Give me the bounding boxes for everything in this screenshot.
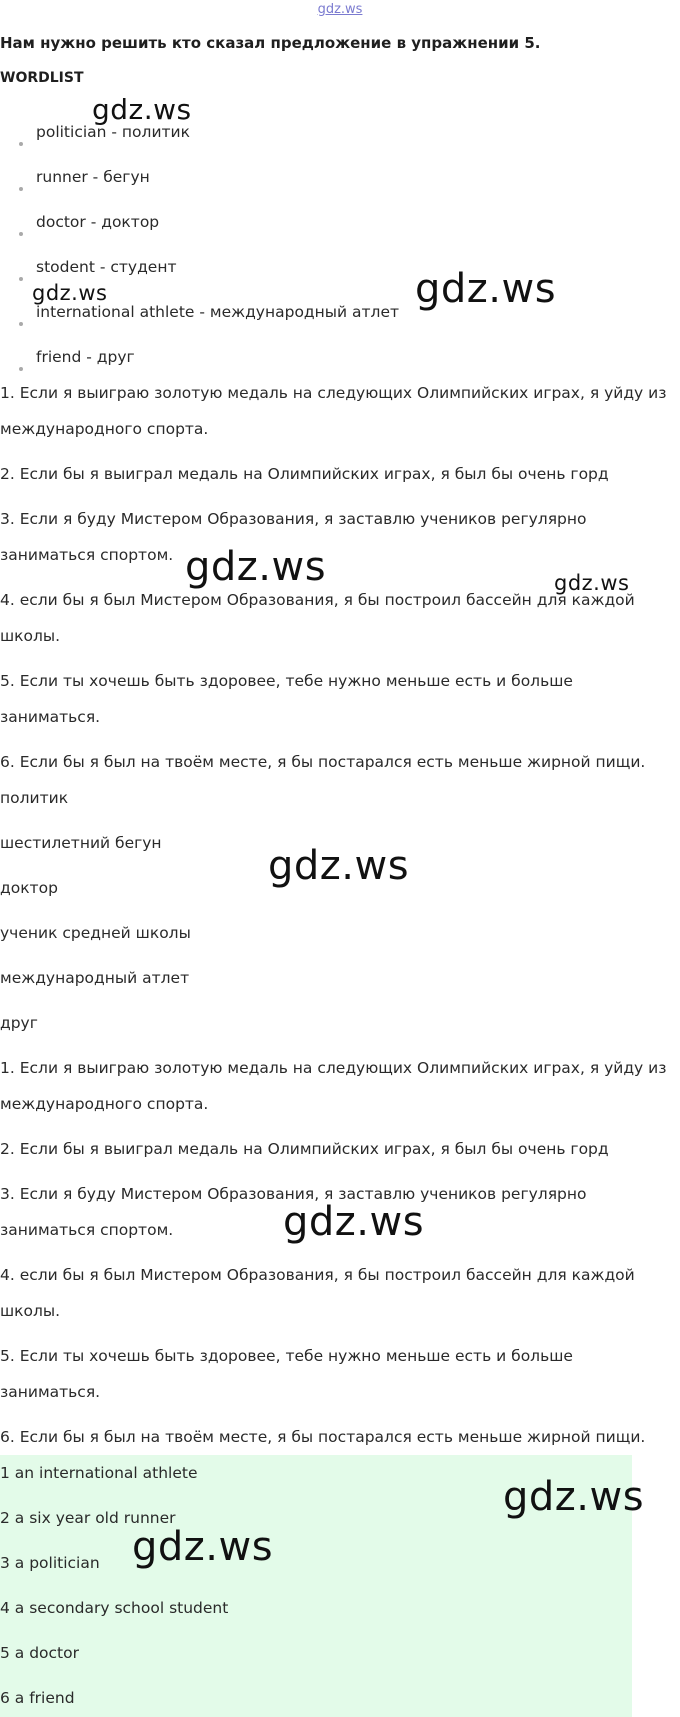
site-link[interactable]: gdz.ws [317, 2, 363, 17]
bullet-icon [19, 367, 23, 371]
role-item: международный атлет [0, 969, 190, 987]
bullet-icon [19, 187, 23, 191]
sentence-line: 5. Если ты хочешь быть здоровее, тебе нужно меньше есть и больше [0, 672, 573, 690]
sentence-line: 1. Если я выиграю золотую медаль на следующих Олимпийских играх, я уйду из [0, 1059, 667, 1077]
wordlist-item: international athlete - международный атлет [36, 303, 400, 321]
sentence-line: международного спорта. [0, 420, 209, 438]
bullet-icon [19, 322, 23, 326]
sentence-line: 5. Если ты хочешь быть здоровее, тебе нужно меньше есть и больше [0, 1347, 573, 1365]
sentence-line: школы. [0, 1302, 61, 1320]
sentence-line: 3. Если я буду Мистером Образования, я заставлю учеников регулярно [0, 510, 587, 528]
sentence-line: заниматься спортом. [0, 1221, 174, 1239]
sentence-line: заниматься. [0, 708, 101, 726]
answer-item: 2 a six year old runner [0, 1509, 176, 1527]
watermark: gdz.ws [132, 1524, 274, 1570]
sentence-line: 6. Если бы я был на твоём месте, я бы постарался есть меньше жирной пищи. [0, 753, 646, 771]
sentence-line: заниматься спортом. [0, 546, 174, 564]
sentence-line: 2. Если бы я выиграл медаль на Олимпийских играх, я был бы очень горд [0, 1140, 609, 1158]
answer-item: 5 a doctor [0, 1644, 79, 1662]
role-item: политик [0, 789, 69, 807]
sentence-line: 1. Если я выиграю золотую медаль на следующих Олимпийских играх, я уйду из [0, 384, 667, 402]
role-item: друг [0, 1014, 38, 1032]
sentence-line: заниматься. [0, 1383, 101, 1401]
sentence-line: 4. если бы я был Мистером Образования, я бы построил бассейн для каждой [0, 591, 635, 609]
role-item: шестилетний бегун [0, 834, 162, 852]
answer-item: 4 a secondary school student [0, 1599, 229, 1617]
answer-item: 3 a politician [0, 1554, 100, 1572]
wordlist-item: politician - политик [36, 123, 190, 141]
wordlist-item: doctor - доктор [36, 213, 160, 231]
watermark: gdz.ws [185, 544, 327, 590]
answer-item: 1 an international athlete [0, 1464, 198, 1482]
watermark: gdz.ws [415, 266, 557, 312]
wordlist-title: WORDLIST [0, 70, 84, 86]
bullet-icon [19, 142, 23, 146]
bullet-icon [19, 232, 23, 236]
watermark: gdz.ws [92, 93, 192, 126]
watermark: gdz.ws [283, 1199, 425, 1245]
sentence-line: международного спорта. [0, 1095, 209, 1113]
sentence-line: 4. если бы я был Мистером Образования, я бы построил бассейн для каждой [0, 1266, 635, 1284]
wordlist-item: runner - бегун [36, 168, 150, 186]
watermark: gdz.ws [32, 281, 108, 305]
sentence-line: школы. [0, 627, 61, 645]
task-heading: Нам нужно решить кто сказал предложение в упражнении 5. [0, 34, 541, 52]
watermark: gdz.ws [503, 1474, 645, 1520]
role-item: доктор [0, 879, 58, 897]
role-item: ученик средней школы [0, 924, 191, 942]
wordlist-item: stodent - студент [36, 258, 177, 276]
sentence-line: 2. Если бы я выиграл медаль на Олимпийских играх, я был бы очень горд [0, 465, 609, 483]
sentence-line: 6. Если бы я был на твоём месте, я бы постарался есть меньше жирной пищи. [0, 1428, 646, 1446]
watermark: gdz.ws [554, 571, 630, 595]
watermark: gdz.ws [268, 843, 410, 889]
bullet-icon [19, 277, 23, 281]
answer-item: 6 a friend [0, 1689, 75, 1707]
wordlist-item: friend - друг [36, 348, 135, 366]
sentence-line: 3. Если я буду Мистером Образования, я заставлю учеников регулярно [0, 1185, 587, 1203]
